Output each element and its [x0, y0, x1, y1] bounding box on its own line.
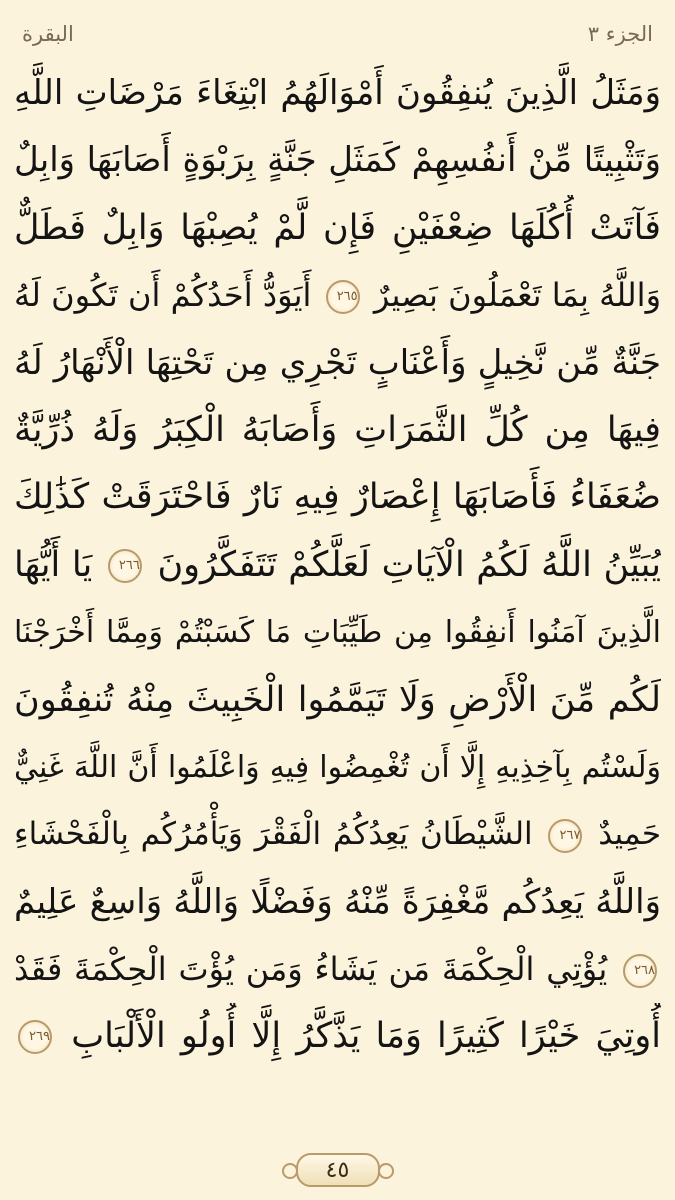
ayah-text: جَنَّةٌ مِّن نَّخِيلٍ وَأَعْنَابٍ تَجْرِي مِن تَحْتِهَا الْأَنْهَارُ لَهُ: [14, 342, 661, 383]
surah-name: البقرة: [22, 22, 74, 46]
text-line: [14, 60, 661, 127]
ayah-text: وَلَسْتُم بِآخِذِيهِ إِلَّا أَن تُغْمِضُوا فِيهِ وَاعْلَمُوا أَنَّ اللَّهَ غَنِيٌّ: [14, 749, 661, 785]
ayah-text: وَمَثَلُ الَّذِينَ يُنفِقُونَ أَمْوَالَهُمُ ابْتِغَاءَ مَرْضَاتِ اللَّهِ: [14, 73, 661, 113]
text-line: [14, 869, 661, 936]
text-line: [14, 330, 661, 397]
ayah-text: وَاللَّهُ يَعِدُكُم مَّغْفِرَةً مِّنْهُ وَفَضْلًا وَاللَّهُ وَاسِعٌ عَلِيمٌ: [14, 881, 661, 922]
ayah-text: الَّذِينَ آمَنُوا أَنفِقُوا مِن طَيِّبَاتِ مَا كَسَبْتُمْ وَمِمَّا أَخْرَجْنَا: [14, 615, 661, 651]
ayah-text: فِيهَا مِن كُلِّ الثَّمَرَاتِ وَأَصَابَهُ الْكِبَرُ وَلَهُ ذُرِّيَّةٌ: [14, 409, 661, 450]
text-line: [14, 262, 661, 329]
text-line: [14, 599, 661, 666]
text-line: [14, 532, 661, 599]
quran-text: [14, 60, 661, 1071]
text-line: [14, 734, 661, 801]
page-header: [22, 14, 653, 54]
text-line: [14, 464, 661, 531]
page-number-frame: [296, 1153, 380, 1187]
ayah-text: الشَّيْطَانُ يَعِدُكُمُ الْفَقْرَ وَيَأْمُرُكُم بِالْفَحْشَاءِ: [14, 816, 533, 853]
ayah-text: أُوتِيَ خَيْرًا كَثِيرًا وَمَا يَذَّكَّرُ إِلَّا أُولُو الْأَلْبَابِ: [71, 1016, 661, 1057]
ayah-text: يُبَيِّنُ اللَّهُ لَكُمُ الْآيَاتِ لَعَلَّكُمْ تَتَفَكَّرُونَ: [157, 544, 661, 585]
ayah-text: لَكُم مِّنَ الْأَرْضِ وَلَا تَيَمَّمُوا الْخَبِيثَ مِنْهُ تُنفِقُونَ: [14, 679, 661, 720]
text-line: [14, 195, 661, 262]
page-number: ٤٥: [325, 1157, 350, 1183]
ayah-text: وَاللَّهُ بِمَا تَعْمَلُونَ بَصِيرٌ: [373, 276, 661, 315]
ayah-text: فَآتَتْ أُكُلَهَا ضِعْفَيْنِ فَإِن لَّمْ يُصِبْهَا وَابِلٌ فَطَلٌّ: [14, 207, 661, 248]
ayah-text: يُؤْتِي الْحِكْمَةَ مَن يَشَاءُ وَمَن يُؤْتَ الْحِكْمَةَ فَقَدْ: [14, 950, 608, 989]
ayah-number-marker: ٢٦٦: [108, 549, 142, 583]
text-line: [14, 1003, 661, 1070]
ayah-text: ضُعَفَاءُ فَأَصَابَهَا إِعْصَارٌ فِيهِ نَارٌ فَاحْتَرَقَتْ كَذَٰلِكَ: [14, 477, 661, 518]
ayah-text: وَتَثْبِيتًا مِّنْ أَنفُسِهِمْ كَمَثَلِ جَنَّةٍ بِرَبْوَةٍ أَصَابَهَا وَابِلٌ: [14, 140, 661, 181]
text-line: [14, 397, 661, 464]
juz-label: الجزء ٣: [587, 22, 653, 46]
text-line: [14, 936, 661, 1003]
ayah-number-marker: ٢٦٨: [623, 954, 657, 988]
text-line: [14, 801, 661, 868]
ayah-number-marker: ٢٦٥: [326, 280, 360, 314]
ayah-number-marker: ٢٦٧: [548, 819, 582, 853]
ayah-number-marker: ٢٦٩: [18, 1020, 52, 1054]
text-line: [14, 667, 661, 734]
ayah-text: حَمِيدٌ: [598, 816, 661, 853]
text-line: [14, 127, 661, 194]
ayah-text: يَا أَيُّهَا: [14, 544, 93, 585]
ayah-text: أَيَوَدُّ أَحَدُكُمْ أَن تَكُونَ لَهُ: [14, 276, 312, 315]
page-footer: [0, 1148, 675, 1192]
